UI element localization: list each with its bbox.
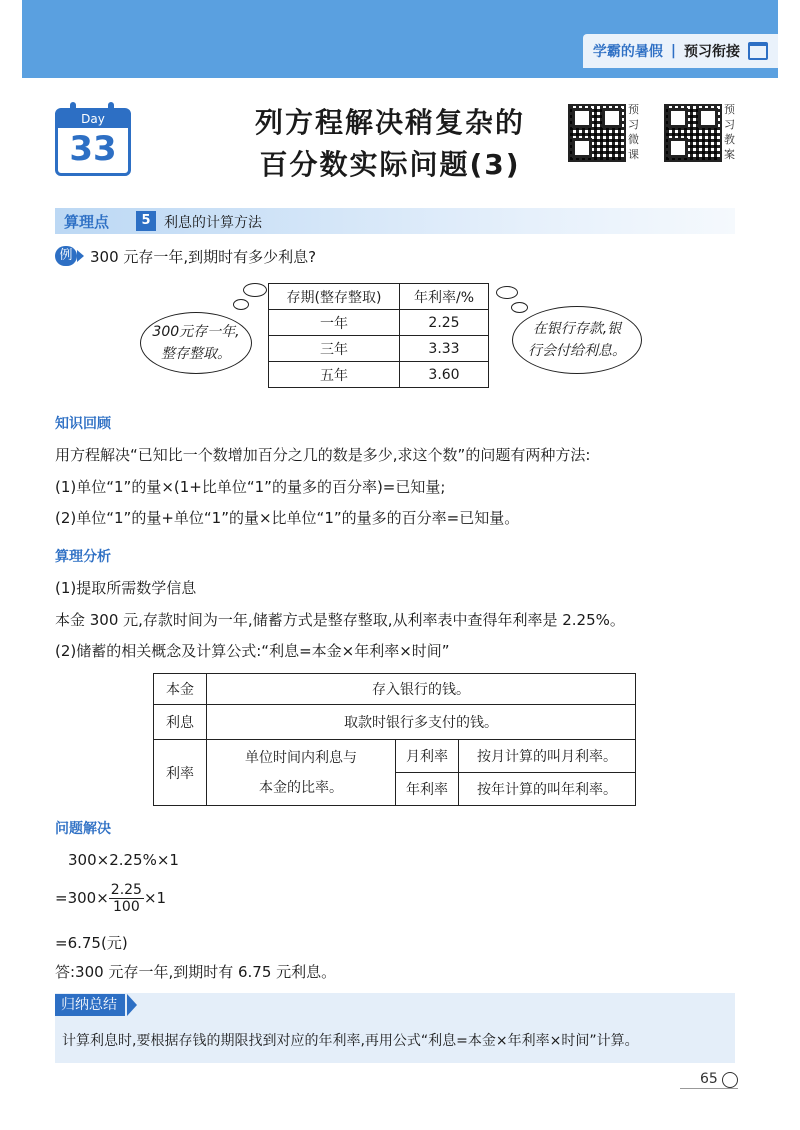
- review-method-2: (2)单位“1”的量+单位“1”的量×比单位“1”的量多的百分率=已知量。: [55, 509, 520, 527]
- table-row: [154, 705, 636, 740]
- review-method-1: (1)单位“1”的量×(1+比单位“1”的量多的百分率)=已知量;: [55, 478, 446, 496]
- thought-dot: [496, 286, 518, 299]
- section-topic: 利息的计算方法: [164, 215, 262, 231]
- concept-def-monthly: 按月计算的叫月利率。: [459, 740, 636, 773]
- concept-label-rate: 利率: [154, 740, 207, 806]
- analysis-step-2: (2)储蓄的相关概念及计算公式:“利息=本金×年利率×时间”: [55, 642, 450, 660]
- table-header-cell: 年利率/%: [400, 284, 489, 310]
- qr-code-icon[interactable]: [568, 104, 626, 162]
- table-header-cell: 存期(整存整取): [269, 284, 400, 310]
- analysis-step-1: (1)提取所需数学信息: [55, 579, 197, 597]
- concept-def-rate-line-1: 单位时间内利息与: [245, 749, 357, 766]
- page-divider: [680, 1088, 738, 1089]
- concept-def-rate-line-2: 本金的比率。: [259, 779, 343, 796]
- header-tab-primary: 学霸的暑假: [592, 44, 663, 60]
- analysis-heading: 算理分析: [55, 549, 111, 565]
- table-row: [269, 310, 489, 336]
- table-header-row: [269, 284, 489, 310]
- table-cell-rate: 3.60: [400, 362, 489, 388]
- thought-bubble-left: [140, 312, 252, 374]
- solution-step-2-pre: =300×: [55, 889, 109, 907]
- fraction-denominator: 100: [113, 899, 140, 915]
- table-cell-term: 三年: [269, 336, 400, 362]
- interest-rate-table: [268, 283, 489, 388]
- concept-def-principal: 存入银行的钱。: [207, 674, 636, 705]
- section-number: 5: [136, 211, 156, 231]
- thought-dot: [511, 302, 528, 313]
- header-tab: [583, 34, 778, 68]
- concept-table: [153, 673, 636, 806]
- example-badge: 例: [55, 246, 77, 266]
- bubble-right-line-1: 在银行存款,银: [532, 321, 622, 337]
- fraction: [109, 882, 144, 915]
- fraction-numerator: 2.25: [110, 882, 142, 898]
- review-heading: 知识回顾: [55, 416, 111, 432]
- table-cell-term: 五年: [269, 362, 400, 388]
- table-row: [269, 362, 489, 388]
- bubble-left-line-1: 300元存一年,: [152, 324, 240, 340]
- solution-heading: 问题解决: [55, 821, 111, 837]
- qr-label-preview-plan: 预习教案: [724, 103, 735, 161]
- concept-label-monthly: 月利率: [396, 740, 459, 773]
- solution-step-2: [55, 880, 166, 916]
- concept-def-rate: [207, 740, 396, 806]
- analysis-step-1-text: 本金 300 元,存款时间为一年,储蓄方式是整存整取,从利率表中查得年利率是 2.25%。: [55, 611, 625, 629]
- table-cell-rate: 2.25: [400, 310, 489, 336]
- solution-answer: 答:300 元存一年,到期时有 6.75 元利息。: [55, 963, 337, 981]
- summary-tag-arrow-icon: [127, 994, 137, 1016]
- solution-step-3: =6.75(元): [55, 934, 128, 952]
- thought-bubble-right: [512, 306, 642, 374]
- table-row: [154, 740, 636, 773]
- page-title-line-1: 列方程解决稍复杂的: [254, 106, 525, 139]
- page-title-line-2: 百分数实际问题(3): [259, 148, 521, 181]
- page-number: 65: [700, 1071, 718, 1087]
- qr-label-preview-lesson: 预习微课: [628, 103, 639, 161]
- solution-step-2-post: ×1: [143, 889, 167, 907]
- table-row: [269, 336, 489, 362]
- day-calendar-icon: [55, 108, 131, 176]
- header-tab-separator: |: [670, 43, 676, 59]
- concept-label-interest: 利息: [154, 705, 207, 740]
- summary-tag: 归纳总结: [55, 994, 125, 1016]
- table-cell-rate: 3.33: [400, 336, 489, 362]
- concept-def-yearly: 按年计算的叫年利率。: [459, 773, 636, 806]
- thought-dot: [243, 283, 267, 297]
- summary-box: [55, 993, 735, 1063]
- book-icon: [748, 42, 768, 60]
- day-number: 33: [69, 129, 117, 169]
- table-cell-term: 一年: [269, 310, 400, 336]
- concept-def-interest: 取款时银行多支付的钱。: [207, 705, 636, 740]
- day-label: Day: [58, 111, 128, 128]
- sun-icon: [722, 1072, 738, 1088]
- bubble-right-line-2: 行会付给利息。: [528, 343, 626, 359]
- review-intro: 用方程解决“已知比一个数增加百分之几的数是多少,求这个数”的问题有两种方法:: [55, 446, 591, 464]
- concept-label-principal: 本金: [154, 674, 207, 705]
- table-row: [154, 674, 636, 705]
- qr-code-icon[interactable]: [664, 104, 722, 162]
- page-title: [190, 102, 590, 186]
- bubble-left-line-2: 整存整取。: [160, 346, 231, 362]
- example-question: 300 元存一年,到期时有多少利息?: [90, 248, 317, 266]
- summary-text: 计算利息时,要根据存钱的期限找到对应的年利率,再用公式“利息=本金×年利率×时间”计算。: [62, 1033, 639, 1049]
- thought-dot: [233, 299, 249, 310]
- solution-step-1: 300×2.25%×1: [68, 851, 179, 869]
- arrow-right-icon: [77, 250, 84, 262]
- header-tab-secondary: 预习衔接: [684, 44, 740, 60]
- concept-label-yearly: 年利率: [396, 773, 459, 806]
- section-bar: [55, 208, 735, 234]
- section-label: 算理点: [64, 213, 110, 231]
